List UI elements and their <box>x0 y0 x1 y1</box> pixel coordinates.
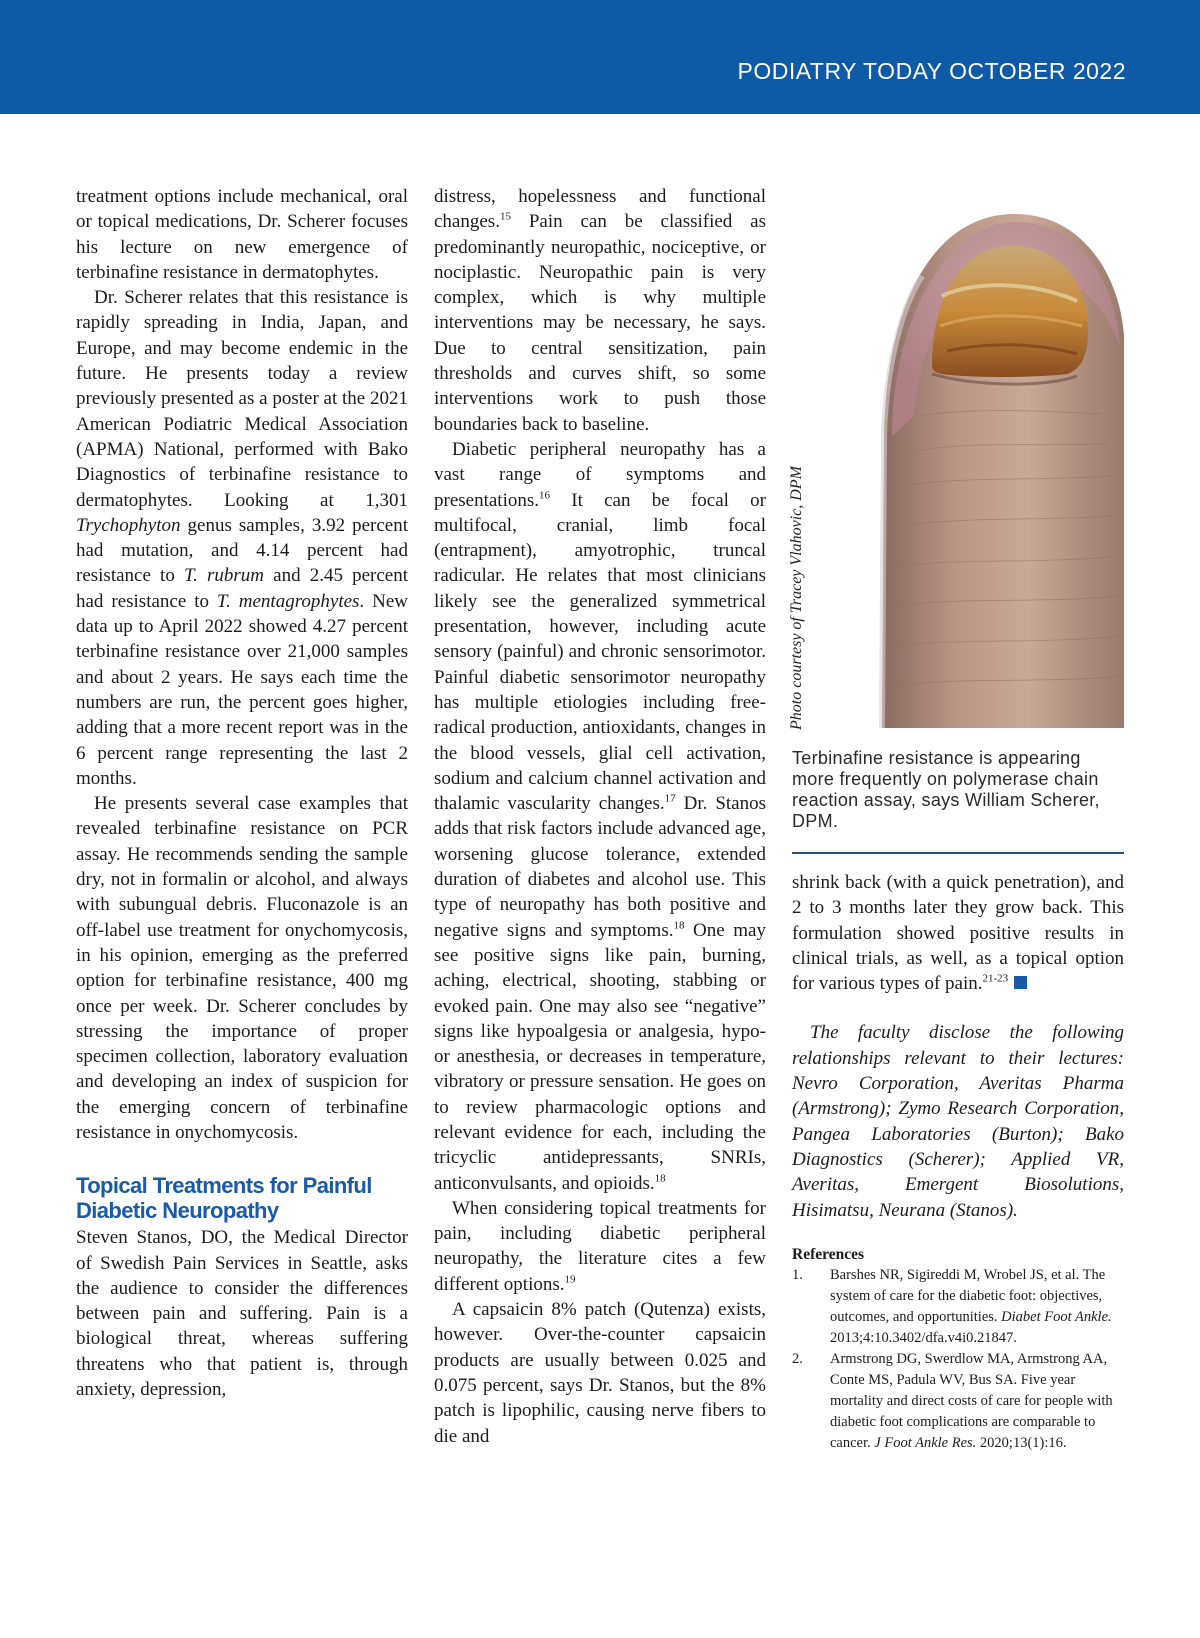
paragraph: A capsaicin 8% patch (Qutenza) exists, however. Over-the-counter capsaicin products are usually between 0.025 and 0.075 percent, says Dr. Stanos, but the 8% patch is lipophilic, causing nerve fibers to die and <box>434 1299 766 1447</box>
paragraph: shrink back (with a quick penetration), and 2 to 3 months later they grow back. This formulation showed positive results in clinical trials, as well, as a topical option for various types of pain.$^{21-23}$ <box>792 872 1124 995</box>
reference-item: 1. Barshes NR, Sigireddi M, Wrobel JS, et al. The system of care for the diabetic foot: objectives, outcomes, and opportunities. Diabet Foot Ankle. 2013;4:10.3402/dfa.v4i0.21847. <box>792 1266 1112 1346</box>
references-heading: References <box>792 1245 865 1263</box>
toe-nail-photo <box>862 186 1124 728</box>
column-3 <box>792 870 1124 1454</box>
caption-divider <box>792 852 1124 854</box>
publication-title: PODIATRY TODAY OCTOBER 2022 <box>737 58 1126 84</box>
page-header <box>0 0 1200 114</box>
citation: 21-23 <box>982 972 1009 985</box>
column-1 <box>76 184 408 1402</box>
citation: 15 <box>499 210 511 223</box>
citation: 16 <box>539 489 551 502</box>
photo-credit: Photo courtesy of Tracey Vlahovic, DPM <box>788 466 805 730</box>
reference-item: 2. Armstrong DG, Swerdlow MA, Armstrong AA, Conte MS, Padula WV, Bus SA. Five year mortality and direct costs of care for people with diabetic foot complications are comparable to cancer. J Foot Ankle Res. 2020;13(1):16. <box>792 1350 1113 1451</box>
citation: 18 <box>654 1172 666 1185</box>
paragraph: treatment options include mechanical, oral or topical medications, Dr. Scherer focuses his lecture on new emergence of terbinafine resistance in dermatophytes. <box>76 186 408 283</box>
paragraph: Dr. Scherer relates that this resistance is rapidly spreading in India, Japan, and Europe, and may become endemic in the future. He presents today a review previously presented as a poster at the 2021 American Podiatric Medical Association (APMA) National, performed with Bako Diagnostics of terbinafine resistance to dermatophytes. Looking at 1,301 Trychophyton genus samples, 3.92 percent had mutation, and 4.14 percent had resistance to T. rubrum and 2.45 percent had resistance to T. mentagrophytes. New data up to April 2022 showed 4.27 percent terbinafine resistance over 21,000 samples and about 2 years. He says each time the numbers are run, the percent goes higher, adding that a more recent report was in the 6 percent range representing the last 2 months. <box>76 287 409 789</box>
end-of-article-mark <box>1014 976 1027 989</box>
photo-caption: Terbinafine resistance is appearing more frequently on polymerase chain reaction assay, says William Scherer, DPM. <box>792 748 1100 831</box>
citation: 17 <box>664 792 676 805</box>
paragraph: He presents several case examples that revealed terbinafine resistance on PCR assay. He recommends sending the sample dry, not in formalin or alcohol, and always with subungual debris. Fluconazole is an off-label use treatment for onychomycosis, in his opinion, emerging as the preferred option for terbinafine resistance, 400 mg once per week. Dr. Scherer concludes by stressing the importance of proper specimen collection, laboratory evaluation and developing an index of suspicion for the emerging concern of terbinafine resistance in onychomycosis. <box>76 793 408 1143</box>
paragraph: distress, hopelessness and functional changes.$^{15}$ Pain can be classified as predominantly neuropathic, nociceptive, or nociplastic. Neuropathic pain is very complex, which is why multiple interventions may be necessary, he says. Due to central sensitization, pain thresholds and curves shift, so some interventions work to push those boundaries back to baseline. <box>434 186 766 435</box>
citation: 19 <box>564 1273 576 1286</box>
section-heading: Topical Treatments for Painful Diabetic Neuropathy <box>76 1173 372 1224</box>
paragraph: Diabetic peripheral neuropathy has a vast range of symptoms and presentations.$^{16}$ It can be focal or multifocal, cranial, limb focal (entrapment), amyotrophic, truncal radicular. He relates that most clinicians likely see the generalized symmetrical presentation, however, including acute sensory (painful) and chronic sensorimotor. Painful diabetic sensorimotor neuropathy has multiple etiologies including free-radical production, antioxidants, changes in the blood vessels, glial cell activation, sodium and calcium channel activation and thalamic vascularity changes.$^{17}$ Dr. Stanos adds that risk factors include advanced age, worsening glucose tolerance, extended duration of diabetes and alcohol use. This type of neuropathy has both positive and negative signs and symptoms.$^{18}$ One may see positive signs like pain, burning, aching, electrical, shooting, stabbing or evoked pain. One may also see “negative” signs like hypoalgesia or analgesia, hypo- or anesthesia, or decreases in temperature, vibratory or pressure sensation. He goes on to review pharmacologic options and relevant evidence for each, including the tricyclic antidepressants, SNRIs, anticonvulsants, and opioids.$^{18}$ <box>434 438 766 1194</box>
disclosure: The faculty disclose the following relationships relevant to their lectures: Nevro Corporation, Averitas Pharma (Armstrong); Zymo Research Corporation, Pangea Laboratories (Burton); Bako Diagnostics (Scherer); Applied VR, Averitas, Emergent Biosolutions, Hisimatsu, Neurana (Stanos). <box>792 1022 1124 1221</box>
paragraph: When considering topical treatments for pain, including diabetic peripheral neuropathy, the literature cites a few different options.$^{19}$ <box>434 1197 766 1295</box>
citation: 18 <box>673 919 685 932</box>
paragraph: Steven Stanos, DO, the Medical Director of Swedish Pain Services in Seattle, asks the audience to consider the differences between pain and suffering. Pain is a biological threat, whereas suffering threatens who that patient is, through anxiety, depression, <box>76 1227 408 1401</box>
column-2 <box>434 184 766 1449</box>
